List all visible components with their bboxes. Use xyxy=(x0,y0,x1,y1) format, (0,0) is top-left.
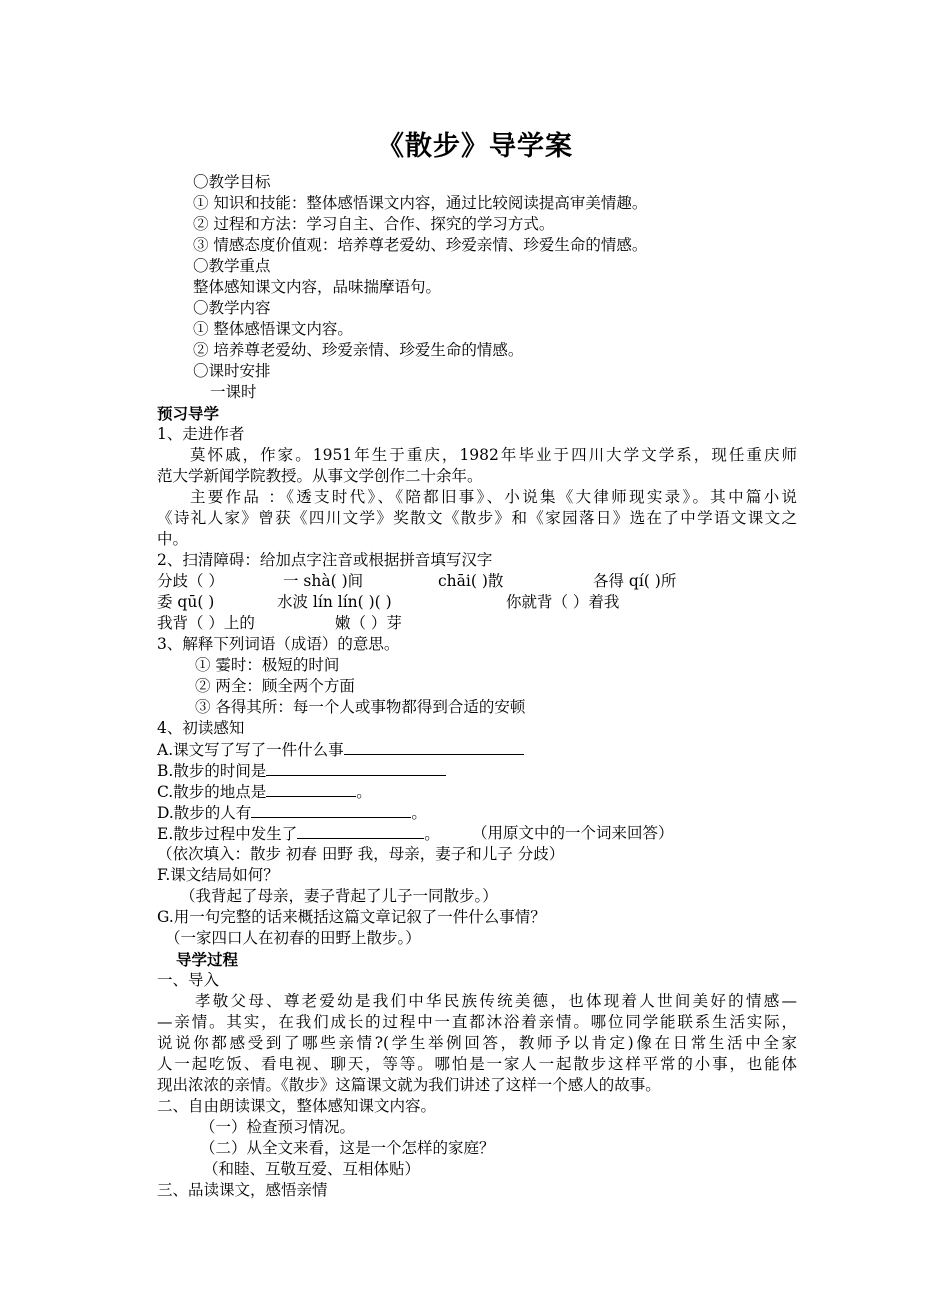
author-paragraph-line: 莫怀戚，作家。1951年生于重庆，1982年毕业于四川大学文学系，现任重庆师 xyxy=(190,446,797,464)
definition-item: ② 两全：顾全两个方面 xyxy=(195,677,355,695)
author-paragraph-line: 范大学新闻学院教授。从事文学创作二十余年。 xyxy=(157,467,483,485)
question-g: G.用一句完整的话来概括这篇文章记叙了一件什么事情？ xyxy=(157,908,546,926)
question-d: D.散步的人有 。 xyxy=(157,804,427,822)
section-heading: 1、走进作者 xyxy=(157,425,245,443)
process-heading: 导学过程 xyxy=(176,950,239,969)
intro-paragraph-line: 现出浓浓的亲情。《散步》这篇课文就为我们讲述了这样一个感人的故事。 xyxy=(157,1076,661,1094)
step-item: （二）从全文来看，这是一个怎样的家庭？ xyxy=(200,1139,495,1157)
section-heading: 一、导入 xyxy=(157,971,220,989)
step-answer: （和睦、互敬互爱、互相体贴） xyxy=(203,1160,421,1178)
section-heading: 4、初读感知 xyxy=(157,719,245,737)
intro-paragraph-line: 人一起吃饭、看电视、聊天，等等。哪怕是一家人一起散步这样平常的小事，也能体 xyxy=(157,1055,797,1073)
content-heading: 〇教学内容 xyxy=(193,299,271,317)
preview-heading: 预习导学 xyxy=(157,404,220,423)
section-heading: 3、解释下列词语（成语）的意思。 xyxy=(157,635,400,653)
question-a: A.课文写了写了一件什么事 xyxy=(157,739,524,761)
question-f: F.课文结局如何？ xyxy=(157,866,279,884)
schedule-heading: 〇课时安排 xyxy=(193,362,271,380)
answer-blank xyxy=(297,823,424,839)
definition-item: ① 霎时：极短的时间 xyxy=(195,656,340,674)
answer-blank xyxy=(344,739,524,755)
schedule-text: 一课时 xyxy=(210,383,257,401)
question-c: C.散步的地点是 。 xyxy=(157,783,372,801)
question-g-answer: （一家四口人在初春的田野上散步。） xyxy=(165,929,421,947)
answer-blank xyxy=(266,760,446,776)
section-heading: 2、扫清障碍：给加点字注音或根据拼音填写汉字 xyxy=(157,551,493,569)
pinyin-item: 你就背（ ）着我 xyxy=(506,593,620,611)
document-title: 《散步》导学案 xyxy=(377,131,573,162)
answer-blank xyxy=(266,781,356,797)
author-works-line: 中。 xyxy=(157,530,189,548)
pinyin-item: 我背（ ）上的 xyxy=(157,614,255,632)
intro-paragraph-line: —亲情。其实，在我们成长的过程中一直都沐浴着亲情。哪位同学能联系生活实际， xyxy=(157,1013,797,1031)
section-heading: 二、自由朗读课文，整体感知课文内容。 xyxy=(157,1097,437,1115)
key-points-text: 整体感知课文内容，品味揣摩语句。 xyxy=(193,278,442,296)
pinyin-item: 嫩（ ）芽 xyxy=(335,614,402,632)
author-works-line: 主要作品 ：《透支时代》、《陪都旧事》、小说集《大律师现实录》。其中篇小说 xyxy=(190,488,797,506)
pinyin-item: 委 qū( ) xyxy=(157,593,215,611)
intro-paragraph-line: 孝敬父母、尊老爱幼是我们中华民族传统美德，也体现着人世间美好的情感— xyxy=(195,992,797,1010)
pinyin-item: 一 shà( )间 xyxy=(283,572,364,590)
question-b: B.散步的时间是 xyxy=(157,760,446,782)
question-e-note: （用原文中的一个词来回答） xyxy=(472,824,674,842)
author-works-line: 《诗礼人家》曾获《四川文学》奖散文《散步》和《家园落日》选在了中学语文课文之 xyxy=(157,509,797,527)
goal-item: ③ 情感态度价值观：培养尊老爱幼、珍爱亲情、珍爱生命的情感。 xyxy=(193,236,648,254)
intro-paragraph-line: 说说你都感受到了哪些亲情?(学生举例回答，教师予以肯定)像在日常生活中全家 xyxy=(157,1034,797,1052)
answer-blank xyxy=(251,802,411,818)
content-item: ② 培养尊老爱幼、珍爱亲情、珍爱生命的情感。 xyxy=(193,341,524,359)
definition-item: ③ 各得其所：每一个人或事物都得到合适的安顿 xyxy=(195,698,526,716)
pinyin-item: 各得 qí( )所 xyxy=(593,572,677,590)
goals-heading: 〇教学目标 xyxy=(193,173,271,191)
step-item: （一）检查预习情况。 xyxy=(200,1118,356,1136)
goal-item: ① 知识和技能：整体感悟课文内容，通过比较阅读提高审美情趣。 xyxy=(193,194,648,212)
pinyin-item: 分歧（ ） xyxy=(157,572,224,590)
content-item: ① 整体感悟课文内容。 xyxy=(193,320,353,338)
pinyin-item: 水波 lín lín( )( ) xyxy=(277,593,392,611)
key-points-heading: 〇教学重点 xyxy=(193,257,271,275)
question-f-answer: （我背起了母亲，妻子背起了儿子一同散步。） xyxy=(180,887,498,905)
pinyin-item: chāi( )散 xyxy=(438,572,504,590)
section-heading: 三、品读课文，感悟亲情 xyxy=(157,1181,328,1199)
question-e: E.散步过程中发生了 。 xyxy=(157,825,440,843)
goal-item: ② 过程和方法：学习自主、合作、探究的学习方式。 xyxy=(193,215,555,233)
answers-line: （依次填入：散步 初春 田野 我，母亲，妻子和儿子 分歧） xyxy=(157,845,565,863)
